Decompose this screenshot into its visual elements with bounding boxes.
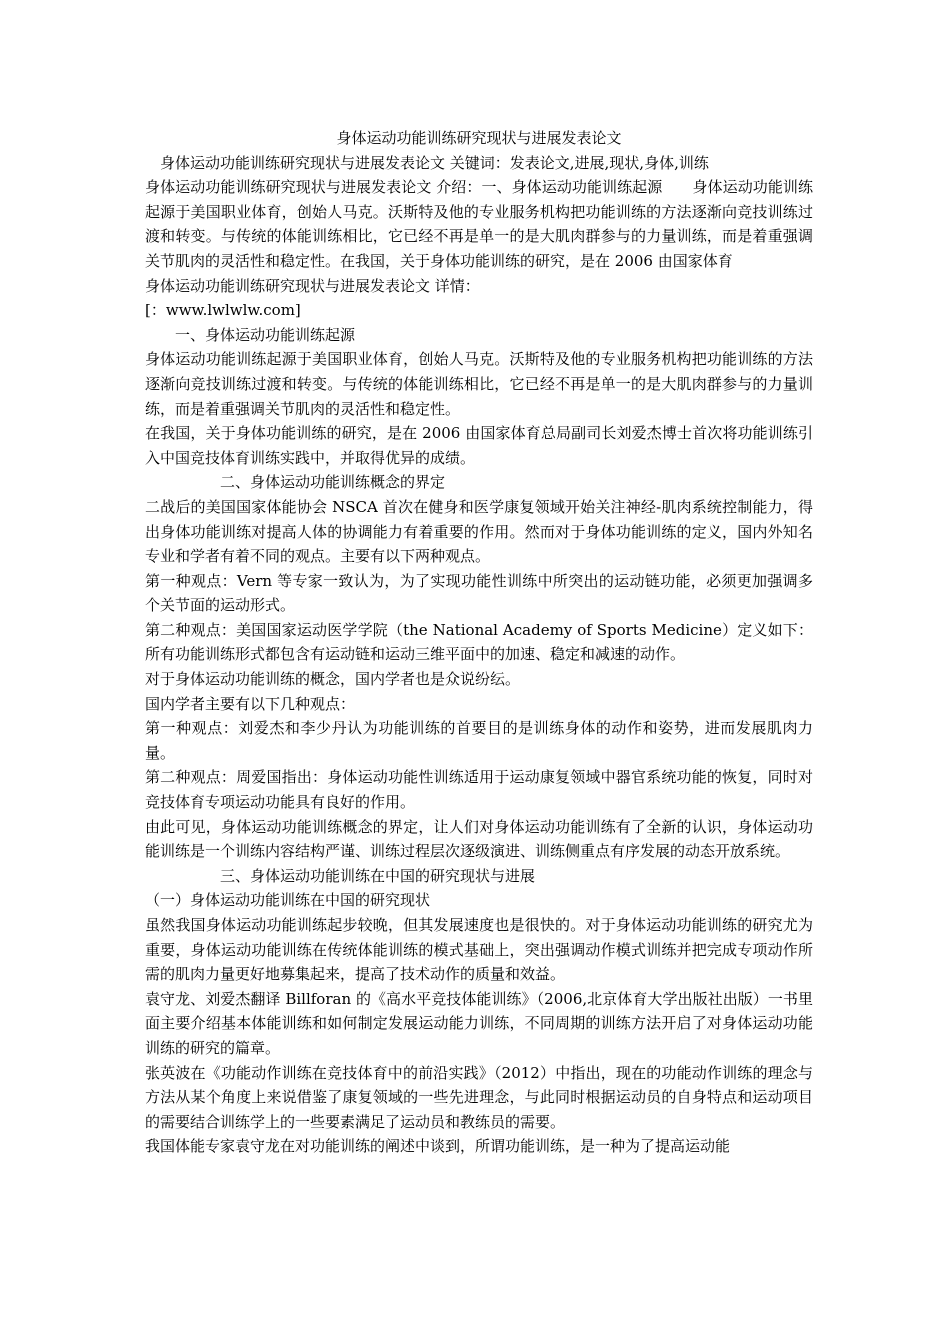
paragraph: 第一种观点：Vern 等专家一致认为，为了实现功能性训练中所突出的运动链功能，必须更加强调多个关节面的运动形式。	[145, 571, 813, 615]
document-title: 身体运动功能训练研究现状与进展发表论文	[336, 129, 622, 147]
paragraph: 国内学者主要有以下几种观点：	[145, 694, 356, 713]
paragraph: 袁守龙、刘爱杰翻译 Billforan 的《高水平竞技体能训练》（2006,北京体育大学出版社出版）一书里面主要介绍基本体能训练和如何制定发展运动能力训练，不同周期的训练方法开启了对身体运动功能训练的研究的篇章。	[145, 989, 813, 1057]
paragraph: 二战后的美国国家体能协会 NSCA 首次在健身和医学康复领域开始关注神经-肌肉系统控制能力，得出身体功能训练对提高人体的协调能力有着重要的作用。然而对于身体功能训练的定义，国内外知名专业和学者有着不同的观点。主要有以下两种观点。	[145, 497, 813, 566]
section-heading-1: 一、身体运动功能训练起源	[175, 325, 356, 344]
paragraph: 对于身体运动功能训练的概念，国内学者也是众说纷纭。	[145, 670, 521, 689]
paragraph: 虽然我国身体运动功能训练起步较晚，但其发展速度也是很快的。对于身体运动功能训练的研究尤为重要，身体运动功能训练在传统体能训练的模式基础上，突出强调动作模式训练并把完成专项动作所需的肌肉力量更好地募集起来，提高了技术动作的质量和效益。	[145, 916, 813, 984]
paragraph: 在我国，关于身体功能训练的研究，是在 2006 由国家体育总局副司长刘爱杰博士首次将功能训练引入中国竞技体育训练实践中，并取得优异的成绩。	[145, 424, 813, 467]
paragraph: 我国体能专家袁守龙在对功能训练的阐述中谈到，所谓功能训练，是一种为了提高运动能	[145, 1137, 731, 1156]
document-body	[145, 126, 813, 1159]
section-heading-3: 三、身体运动功能训练在中国的研究现状与进展	[220, 866, 536, 885]
subsection-heading: （一）身体运动功能训练在中国的研究现状	[145, 891, 431, 910]
intro-paragraph: 身体运动功能训练研究现状与进展发表论文 介绍：一、身体运动功能训练起源 身体运动功能训练起源于美国职业体育，创始人马克。沃斯特及他的专业服务机构把功能训练的方法逐渐向竞技训练过渡和转变。与传统的体能训练相比，它已经不再是单一的是大肌肉群参与的力量训练，而是着重强调关节肌肉的灵活性和稳定性。在我国，关于身体功能训练的研究，是在 2006 由国家体育	[145, 178, 813, 270]
details-label: 身体运动功能训练研究现状与进展发表论文 详情：	[145, 276, 480, 295]
paragraph: 第一种观点：刘爱杰和李少丹认为功能训练的首要目的是训练身体的动作和姿势，进而发展肌肉力量。	[145, 719, 813, 762]
section-heading-2: 二、身体运动功能训练概念的界定	[220, 473, 446, 492]
site-link[interactable]: [：www.lwlwlw.com]	[145, 301, 301, 320]
paragraph: 身体运动功能训练起源于美国职业体育，创始人马克。沃斯特及他的专业服务机构把功能训练的方法逐渐向竞技训练过渡和转变。与传统的体能训练相比，它已经不再是单一的是大肌肉群参与的力量训练，而是着重强调关节肌肉的灵活性和稳定性。	[145, 350, 813, 418]
paragraph: 由此可见，身体运动功能训练概念的界定，让人们对身体运动功能训练有了全新的认识，身体运动功能训练是一个训练内容结构严谨、训练过程层次逐级演进、训练侧重点有序发展的动态开放系统。	[145, 817, 813, 861]
paragraph: 张英波在《功能动作训练在竞技体育中的前沿实践》（2012）中指出，现在的功能动作训练的理念与方法从某个角度上来说借鉴了康复领域的一些先进理念，与此同时根据运动员的自身特点和运动项目的需要结合训练学上的一些要素满足了运动员和教练员的需要。	[145, 1063, 813, 1131]
keywords-line: 身体运动功能训练研究现状与进展发表论文 关键词：发表论文,进展,现状,身体,训练	[160, 153, 709, 172]
paragraph: 第二种观点：周爱国指出：身体运动功能性训练适用于运动康复领域中器官系统功能的恢复，同时对竞技体育专项运动功能具有良好的作用。	[145, 768, 813, 812]
paragraph: 第二种观点：美国国家运动医学学院（the National Academy of Sports Medicine）定义如下：所有功能训练形式都包含有运动链和运动三维平面中的加速、稳定和减速的动作。	[145, 620, 813, 664]
